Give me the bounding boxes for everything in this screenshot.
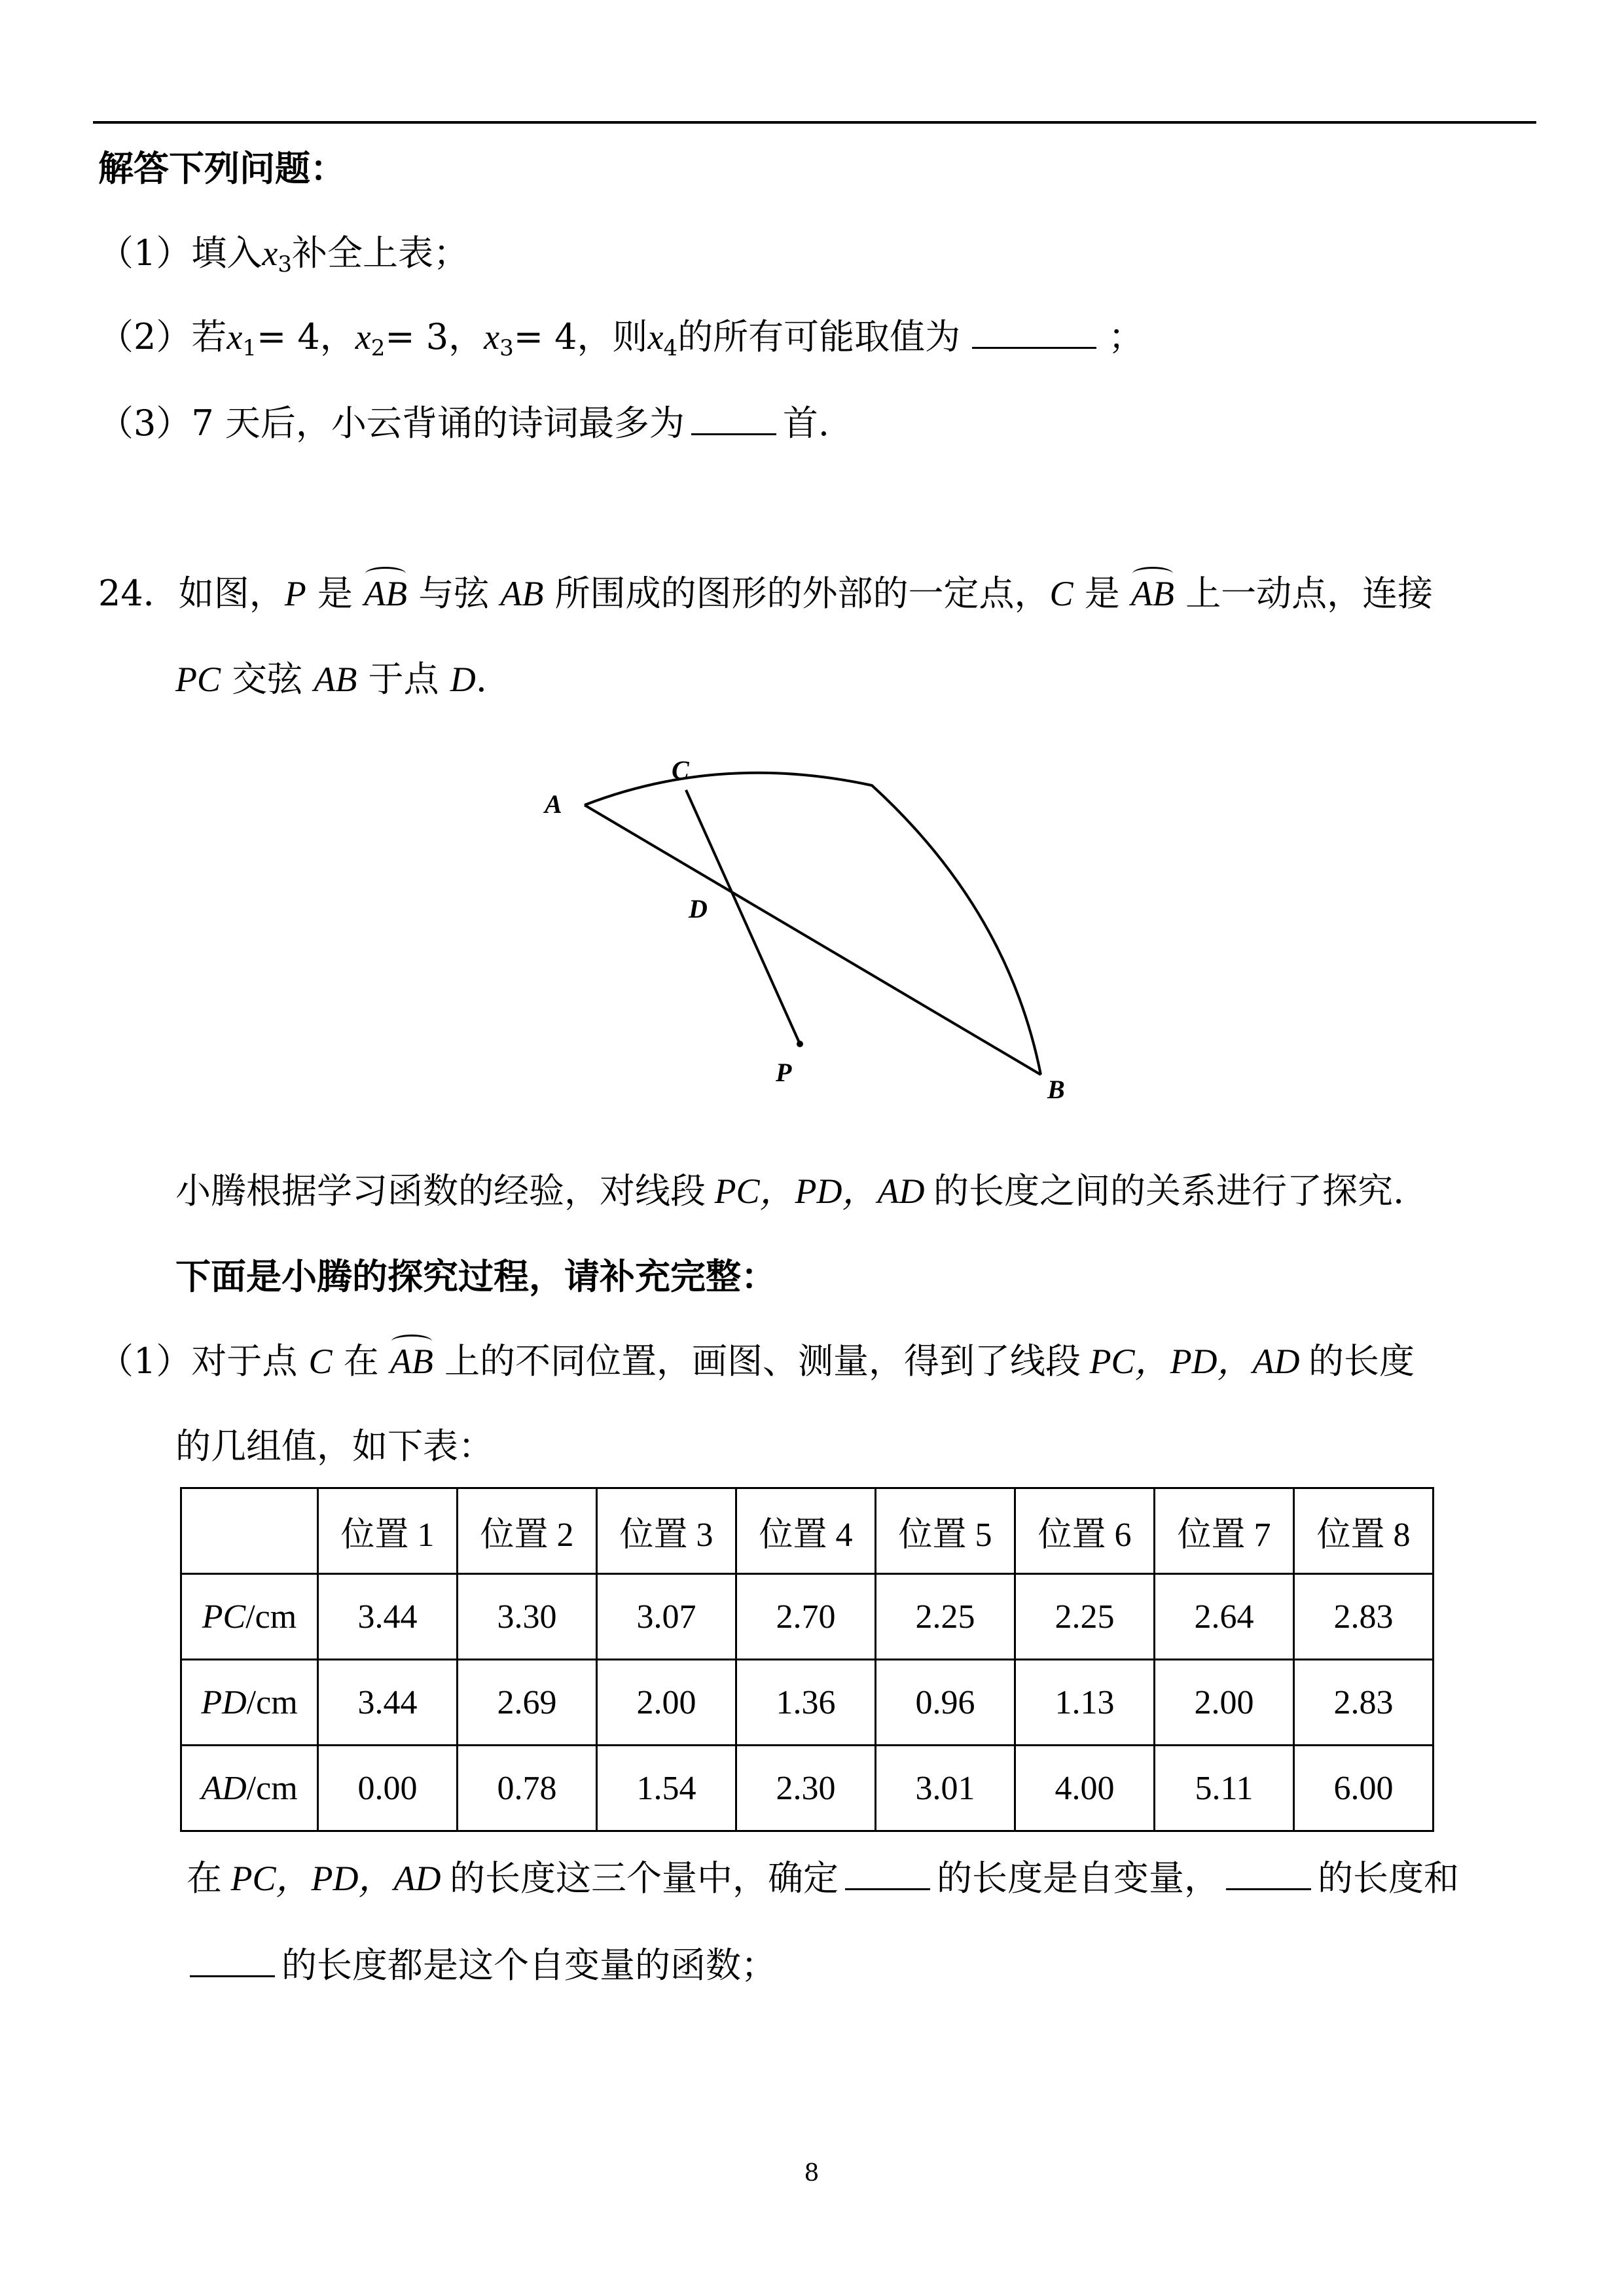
table-cell: 2.25 xyxy=(876,1574,1015,1660)
table-header-cell: 位置 2 xyxy=(458,1488,597,1574)
label-D: D xyxy=(689,894,708,924)
explore-segs: PC，PD，AD xyxy=(706,1172,933,1211)
table-cell: 2.64 xyxy=(1155,1574,1294,1660)
answer-blank-x4[interactable] xyxy=(972,317,1096,349)
var-x3b: x xyxy=(484,317,500,357)
table-row xyxy=(181,1574,1434,1660)
q23-part3-post: 首. xyxy=(782,403,830,444)
table-row xyxy=(181,1660,1434,1746)
arc-AB-3: AB xyxy=(390,1338,433,1384)
q23-part3 xyxy=(98,401,829,446)
q24-t3: 所围成的图形的外部的一定点， xyxy=(543,573,1050,614)
label-P: P xyxy=(776,1058,792,1087)
table-cell: 2.30 xyxy=(736,1746,876,1831)
point-C-2: C xyxy=(308,1342,333,1381)
table-row xyxy=(181,1746,1434,1831)
eq-x3: = 4 xyxy=(513,316,577,357)
q24-step1-line1 xyxy=(98,1338,1415,1384)
after-pre: 在 xyxy=(187,1857,222,1899)
var-x2-sub: 2 xyxy=(370,335,386,361)
row-label xyxy=(181,1574,318,1660)
row-var: PC xyxy=(202,1598,246,1636)
table-cell: 2.00 xyxy=(1155,1660,1294,1746)
q24-step1-line2: 的几组值，如下表： xyxy=(175,1426,494,1467)
q24-number: 24． xyxy=(98,573,179,614)
table-header-cell: 位置 3 xyxy=(597,1488,736,1574)
table-cell: 2.25 xyxy=(1015,1574,1155,1660)
table-cell: 2.70 xyxy=(736,1574,876,1660)
after-l2: 的长度都是这个自变量的函数； xyxy=(281,1945,776,1986)
q24-after-table-line1 xyxy=(187,1856,1459,1901)
answer-blank-poems[interactable] xyxy=(691,403,776,435)
table-header-cell: 位置 7 xyxy=(1155,1488,1294,1574)
q23-part2-end: ； xyxy=(1108,316,1144,357)
answer-blank-independent[interactable] xyxy=(845,1858,930,1890)
then-text: ，则 xyxy=(577,316,648,357)
table-cell: 2.69 xyxy=(458,1660,597,1746)
point-P: P xyxy=(284,574,306,613)
label-A: A xyxy=(545,789,562,819)
row-var: AD xyxy=(201,1769,247,1807)
table-cell: 3.30 xyxy=(458,1574,597,1660)
header-rule xyxy=(93,121,1536,124)
var-x1-sub: 1 xyxy=(242,335,257,361)
table-cell: 3.01 xyxy=(876,1746,1015,1831)
q23-part1-pre: （1）填入 xyxy=(98,232,262,274)
table-cell: 0.00 xyxy=(318,1746,458,1831)
var-x4: x xyxy=(647,317,664,357)
step1-pre: （1）对于点 xyxy=(98,1340,298,1382)
q23-part2-pre: （2）若 xyxy=(98,316,227,357)
after-m2: 的长度是自变量， xyxy=(936,1857,1219,1899)
table-cell: 1.54 xyxy=(597,1746,736,1831)
table-cell: 1.13 xyxy=(1015,1660,1155,1746)
arc-curve xyxy=(585,773,1041,1075)
var-x1: x xyxy=(226,317,243,357)
table-cell: 6.00 xyxy=(1294,1746,1434,1831)
point-P-dot xyxy=(797,1041,803,1047)
table-header-cell: 位置 6 xyxy=(1015,1488,1155,1574)
q24-line2 xyxy=(175,656,487,702)
table-cell: 0.96 xyxy=(876,1660,1015,1746)
table-cell: 2.83 xyxy=(1294,1574,1434,1660)
measurement-table xyxy=(180,1487,1434,1832)
table-header-row xyxy=(181,1488,1434,1574)
eq-x1: = 4 xyxy=(256,316,320,357)
table-cell: 1.36 xyxy=(736,1660,876,1746)
q23-part3-pre: （3）7 天后，小云背诵的诗词最多为 xyxy=(98,403,685,444)
label-C: C xyxy=(672,759,689,785)
after-mid: 的长度这三个量中，确定 xyxy=(449,1857,839,1899)
answer-blank-dependent-1[interactable] xyxy=(1226,1858,1311,1890)
chord-AB-2: AB xyxy=(314,660,357,699)
q24-is2: 是 xyxy=(1073,573,1131,614)
chord-AB: AB xyxy=(500,574,544,613)
step1-mid: 上的不同位置，画图、测量，得到了线段 xyxy=(433,1340,1081,1382)
row-unit: /cm xyxy=(246,1683,298,1721)
step1-segs: PC，PD，AD xyxy=(1081,1342,1309,1381)
row-unit: /cm xyxy=(245,1598,297,1636)
q24-t6: 于点 xyxy=(357,658,450,700)
q24-is: 是 xyxy=(306,573,365,614)
explore-end: 的长度之间的关系进行了探究. xyxy=(933,1170,1405,1211)
q23-part1-post: 补全上表； xyxy=(291,232,469,274)
after-segs: PC，PD，AD xyxy=(222,1859,450,1898)
answer-blank-dependent-2[interactable] xyxy=(190,1945,275,1977)
step1-in: 在 xyxy=(332,1340,379,1382)
table-cell: 5.11 xyxy=(1155,1746,1294,1831)
q24-process-heading: 下面是小腾的探究过程，请补充完整： xyxy=(175,1255,776,1297)
after-m3: 的长度和 xyxy=(1317,1857,1459,1899)
var-x3-sub: 3 xyxy=(278,251,292,278)
chord-line xyxy=(585,805,1041,1075)
q24-t5: 交弦 xyxy=(221,658,314,700)
geometry-figure xyxy=(537,759,1126,1126)
var-x4-sub: 4 xyxy=(663,335,678,361)
table-cell: 3.44 xyxy=(318,1660,458,1746)
q23-part2 xyxy=(98,314,1144,360)
comma-2: ， xyxy=(448,316,484,357)
q24-explore xyxy=(175,1168,1404,1214)
seg-PC: PC xyxy=(175,660,221,699)
row-label xyxy=(181,1660,318,1746)
table-header-cell: 位置 4 xyxy=(736,1488,876,1574)
var-x2: x xyxy=(355,317,371,357)
q23-part2-post: 的所有可能取值为 xyxy=(677,316,961,357)
table-cell: 2.83 xyxy=(1294,1660,1434,1746)
label-B: B xyxy=(1047,1075,1065,1104)
table-header-cell: 位置 8 xyxy=(1294,1488,1434,1574)
eq-x2: = 3 xyxy=(385,316,449,357)
q24-t2: 与弦 xyxy=(407,573,501,614)
table-corner-cell xyxy=(181,1488,318,1574)
row-unit: /cm xyxy=(246,1769,298,1807)
var-x3: x xyxy=(262,234,278,273)
point-C: C xyxy=(1049,574,1074,613)
table-header-cell: 位置 1 xyxy=(318,1488,458,1574)
q24-t4: 上一动点，连接 xyxy=(1174,573,1434,614)
point-D: D xyxy=(450,660,476,699)
explore-pre: 小腾根据学习函数的经验，对线段 xyxy=(175,1170,706,1211)
q24-after-table-line2 xyxy=(190,1943,776,1988)
q24-t7: . xyxy=(475,658,487,700)
arc-AB: AB xyxy=(364,571,407,617)
q24-line1 xyxy=(98,571,1433,617)
q24-t1: 如图， xyxy=(178,573,285,614)
q23-part1 xyxy=(98,230,469,276)
var-x3b-sub: 3 xyxy=(499,335,514,361)
row-var: PD xyxy=(201,1683,247,1721)
intro-heading: 解答下列问题： xyxy=(98,147,346,189)
table-cell: 2.00 xyxy=(597,1660,736,1746)
row-label xyxy=(181,1746,318,1831)
step1-end: 的长度 xyxy=(1308,1340,1415,1382)
table-header-cell: 位置 5 xyxy=(876,1488,1015,1574)
table-cell: 3.44 xyxy=(318,1574,458,1660)
page-number: 8 xyxy=(804,2160,820,2187)
table-cell: 0.78 xyxy=(458,1746,597,1831)
table-cell: 3.07 xyxy=(597,1574,736,1660)
arc-AB-2: AB xyxy=(1131,571,1174,617)
table-cell: 4.00 xyxy=(1015,1746,1155,1831)
comma-1: ， xyxy=(319,316,355,357)
